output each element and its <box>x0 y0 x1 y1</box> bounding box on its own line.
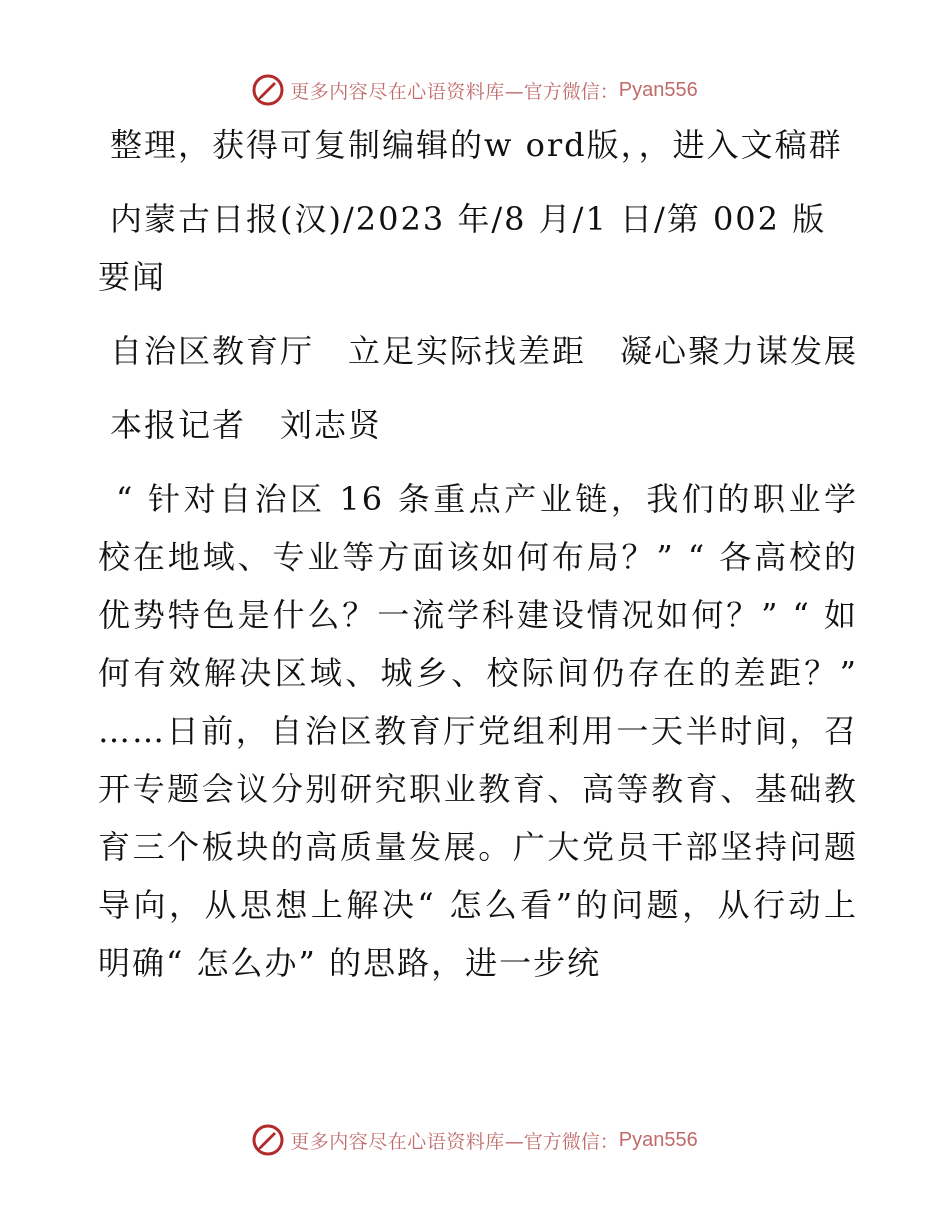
footer-banner-separator: —官方微信： <box>504 1130 619 1153</box>
footer-banner-id: Pyan556 <box>618 1128 698 1151</box>
byline: 本报记者 刘志贤 <box>110 406 383 444</box>
footer-banner <box>0 1120 950 1160</box>
footer-banner-text: 更多内容尽在心语资料库 <box>290 1130 505 1153</box>
headline: 自治区教育厅 立足实际找差距 凝心聚力谋发展 <box>110 332 859 370</box>
quill-logo-icon <box>252 74 284 106</box>
header-banner <box>0 70 950 110</box>
document-body <box>98 116 858 1008</box>
source-line: 内蒙古日报(汉)/2023 年/8 月/1 日/第 002 版要闻 <box>98 200 827 296</box>
header-banner-text: 更多内容尽在心语资料库 <box>290 80 505 103</box>
header-banner-separator: —官方微信： <box>504 80 619 103</box>
quill-logo-icon <box>252 1124 284 1156</box>
header-banner-id: Pyan556 <box>618 78 698 101</box>
article-body: “ 针对自治区 16 条重点产业链，我们的职业学校在地域、专业等方面该如何布局？” “ 各高校的优势特色是什么？一流学科建设情况如何？” “ 如何有效解决区域、城乡、校际间仍存在的差距？” ……日前，自治区教育厅党组利用一天半时间，召开专题会议分别研究职业教育、高等教育、基础教育三个板块的高质量发展。广大党员干部坚持问题导向，从思想上解决“ 怎么看”的问题，从行动上明确“ 怎么办” 的思路，进一步统 <box>98 480 858 982</box>
intro-paragraph: 整理，获得可复制编辑的w ord版，，进入文稿群 <box>110 126 843 164</box>
